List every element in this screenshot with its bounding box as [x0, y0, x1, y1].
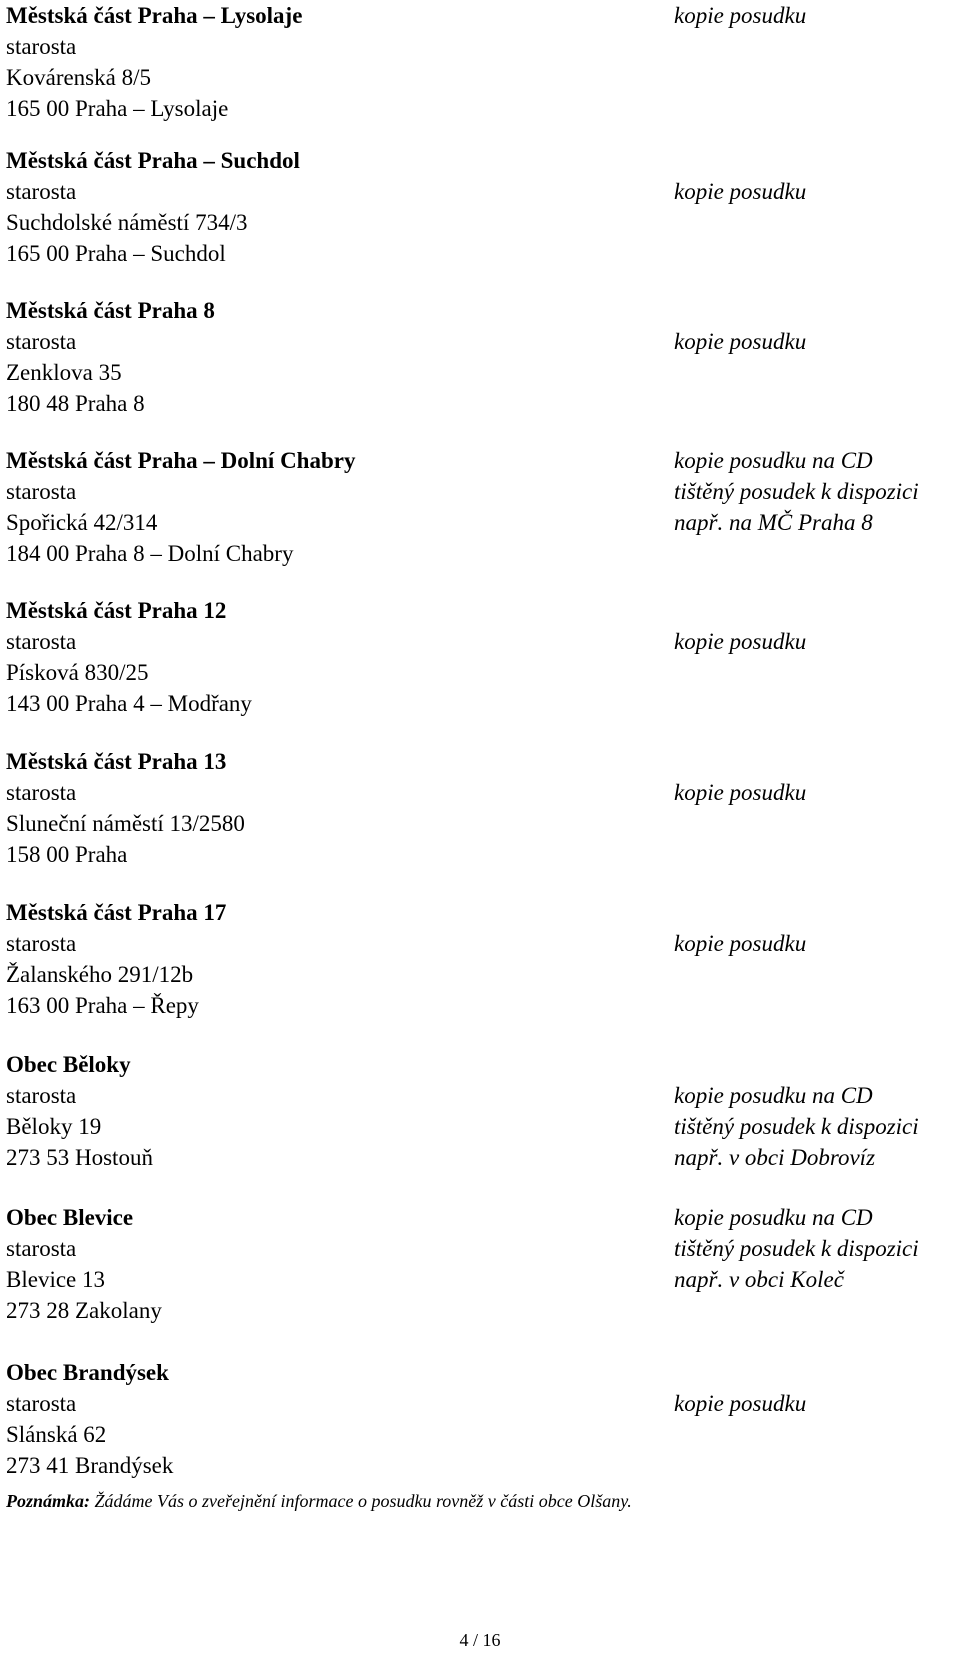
recipient-city: 273 53 Hostouň	[6, 1145, 153, 1170]
delivery-note-line	[674, 1049, 960, 1080]
delivery-note-line: kopie posudku	[674, 629, 807, 654]
delivery-note-line: tištěný posudek k dispozici	[674, 1114, 919, 1139]
recipient-address	[6, 445, 646, 569]
recipient-role: starosta	[6, 479, 77, 504]
recipient-address	[6, 1049, 646, 1173]
page-number: 4 / 16	[459, 1630, 501, 1650]
footnote	[6, 1489, 632, 1513]
recipient-role: starosta	[6, 1391, 77, 1416]
recipient-name: Obec Běloky	[6, 1052, 131, 1077]
delivery-note-line: kopie posudku na CD	[674, 448, 873, 473]
recipient-address	[6, 746, 646, 870]
delivery-note-line	[674, 145, 960, 176]
delivery-note-line	[674, 657, 960, 688]
recipient-address	[6, 1202, 646, 1326]
recipient-street: Běloky 19	[6, 1114, 102, 1139]
recipient-city: 184 00 Praha 8 – Dolní Chabry	[6, 541, 294, 566]
delivery-note	[674, 1049, 960, 1173]
recipient-entry	[6, 1202, 956, 1326]
recipient-city: 143 00 Praha 4 – Modřany	[6, 691, 252, 716]
recipient-role: starosta	[6, 179, 77, 204]
recipient-entry	[6, 1357, 956, 1481]
delivery-note-line	[674, 357, 960, 388]
delivery-note	[674, 1357, 960, 1450]
recipient-name: Městská část Praha 8	[6, 298, 215, 323]
delivery-note-line	[674, 1419, 960, 1450]
recipient-role: starosta	[6, 1083, 77, 1108]
delivery-note	[674, 897, 960, 990]
recipient-entry	[6, 445, 956, 569]
recipient-entry	[6, 0, 956, 124]
recipient-entry	[6, 595, 956, 719]
delivery-note-line	[674, 207, 960, 238]
delivery-note-line: kopie posudku	[674, 1391, 807, 1416]
recipient-address	[6, 295, 646, 419]
delivery-note-line: kopie posudku	[674, 3, 807, 28]
delivery-note	[674, 1202, 960, 1295]
recipient-street: Písková 830/25	[6, 660, 149, 685]
recipient-entry	[6, 145, 956, 269]
recipient-city: 273 28 Zakolany	[6, 1298, 162, 1323]
recipient-street: Spořická 42/314	[6, 510, 158, 535]
recipient-street: Žalanského 291/12b	[6, 962, 194, 987]
delivery-note-line	[674, 595, 960, 626]
delivery-note-line: kopie posudku	[674, 931, 807, 956]
delivery-note	[674, 0, 960, 93]
delivery-note-line	[674, 31, 960, 62]
recipient-name: Městská část Praha 12	[6, 598, 227, 623]
delivery-note	[674, 295, 960, 388]
delivery-note-line: např. v obci Dobrovíz	[674, 1145, 876, 1170]
delivery-note-line: např. na MČ Praha 8	[674, 510, 873, 535]
recipient-address	[6, 595, 646, 719]
recipient-city: 180 48 Praha 8	[6, 391, 145, 416]
recipient-role: starosta	[6, 629, 77, 654]
recipient-street: Suchdolské náměstí 734/3	[6, 210, 248, 235]
delivery-note-line	[674, 746, 960, 777]
delivery-note-line: kopie posudku	[674, 780, 807, 805]
recipient-street: Zenklova 35	[6, 360, 122, 385]
delivery-note-line: tištěný posudek k dispozici	[674, 479, 919, 504]
recipient-entry	[6, 746, 956, 870]
delivery-note-line	[674, 62, 960, 93]
recipient-address	[6, 145, 646, 269]
recipient-name: Obec Blevice	[6, 1205, 134, 1230]
delivery-note-line	[674, 897, 960, 928]
recipient-entry	[6, 295, 956, 419]
delivery-note-line	[674, 1357, 960, 1388]
recipient-street: Sluneční náměstí 13/2580	[6, 811, 245, 836]
recipient-street: Kovárenská 8/5	[6, 65, 151, 90]
recipient-role: starosta	[6, 34, 77, 59]
footnote-text: Žádáme Vás o zveřejnění informace o posudku rovněž v části obce Olšany.	[94, 1491, 632, 1511]
delivery-note-line: kopie posudku	[674, 179, 807, 204]
delivery-note-line: kopie posudku na CD	[674, 1083, 873, 1108]
recipient-role: starosta	[6, 329, 77, 354]
recipient-name: Městská část Praha 17	[6, 900, 227, 925]
delivery-note	[674, 595, 960, 688]
delivery-note-line	[674, 295, 960, 326]
recipient-city: 165 00 Praha – Lysolaje	[6, 96, 229, 121]
recipient-city: 273 41 Brandýsek	[6, 1453, 174, 1478]
recipient-role: starosta	[6, 1236, 77, 1261]
recipient-address	[6, 897, 646, 1021]
recipient-name: Městská část Praha – Suchdol	[6, 148, 300, 173]
delivery-note	[674, 445, 960, 538]
recipient-street: Slánská 62	[6, 1422, 107, 1447]
recipient-city: 163 00 Praha – Řepy	[6, 993, 199, 1018]
recipient-name: Městská část Praha 13	[6, 749, 227, 774]
delivery-note-line: kopie posudku	[674, 329, 807, 354]
delivery-note-line	[674, 808, 960, 839]
recipient-entry	[6, 897, 956, 1021]
footnote-label: Poznámka:	[6, 1491, 91, 1511]
delivery-note-line: kopie posudku na CD	[674, 1205, 873, 1230]
recipient-role: starosta	[6, 931, 77, 956]
recipient-entry	[6, 1049, 956, 1173]
delivery-note-line: např. v obci Koleč	[674, 1267, 844, 1292]
recipient-address	[6, 0, 646, 124]
recipient-name: Obec Brandýsek	[6, 1360, 169, 1385]
delivery-note	[674, 746, 960, 839]
recipient-city: 158 00 Praha	[6, 842, 128, 867]
recipient-name: Městská část Praha – Dolní Chabry	[6, 448, 356, 473]
recipient-role: starosta	[6, 780, 77, 805]
delivery-note-line: tištěný posudek k dispozici	[674, 1236, 919, 1261]
recipient-name: Městská část Praha – Lysolaje	[6, 3, 303, 28]
recipient-street: Blevice 13	[6, 1267, 105, 1292]
recipient-city: 165 00 Praha – Suchdol	[6, 241, 226, 266]
recipient-address	[6, 1357, 646, 1481]
delivery-note-line	[674, 959, 960, 990]
delivery-note	[674, 145, 960, 238]
